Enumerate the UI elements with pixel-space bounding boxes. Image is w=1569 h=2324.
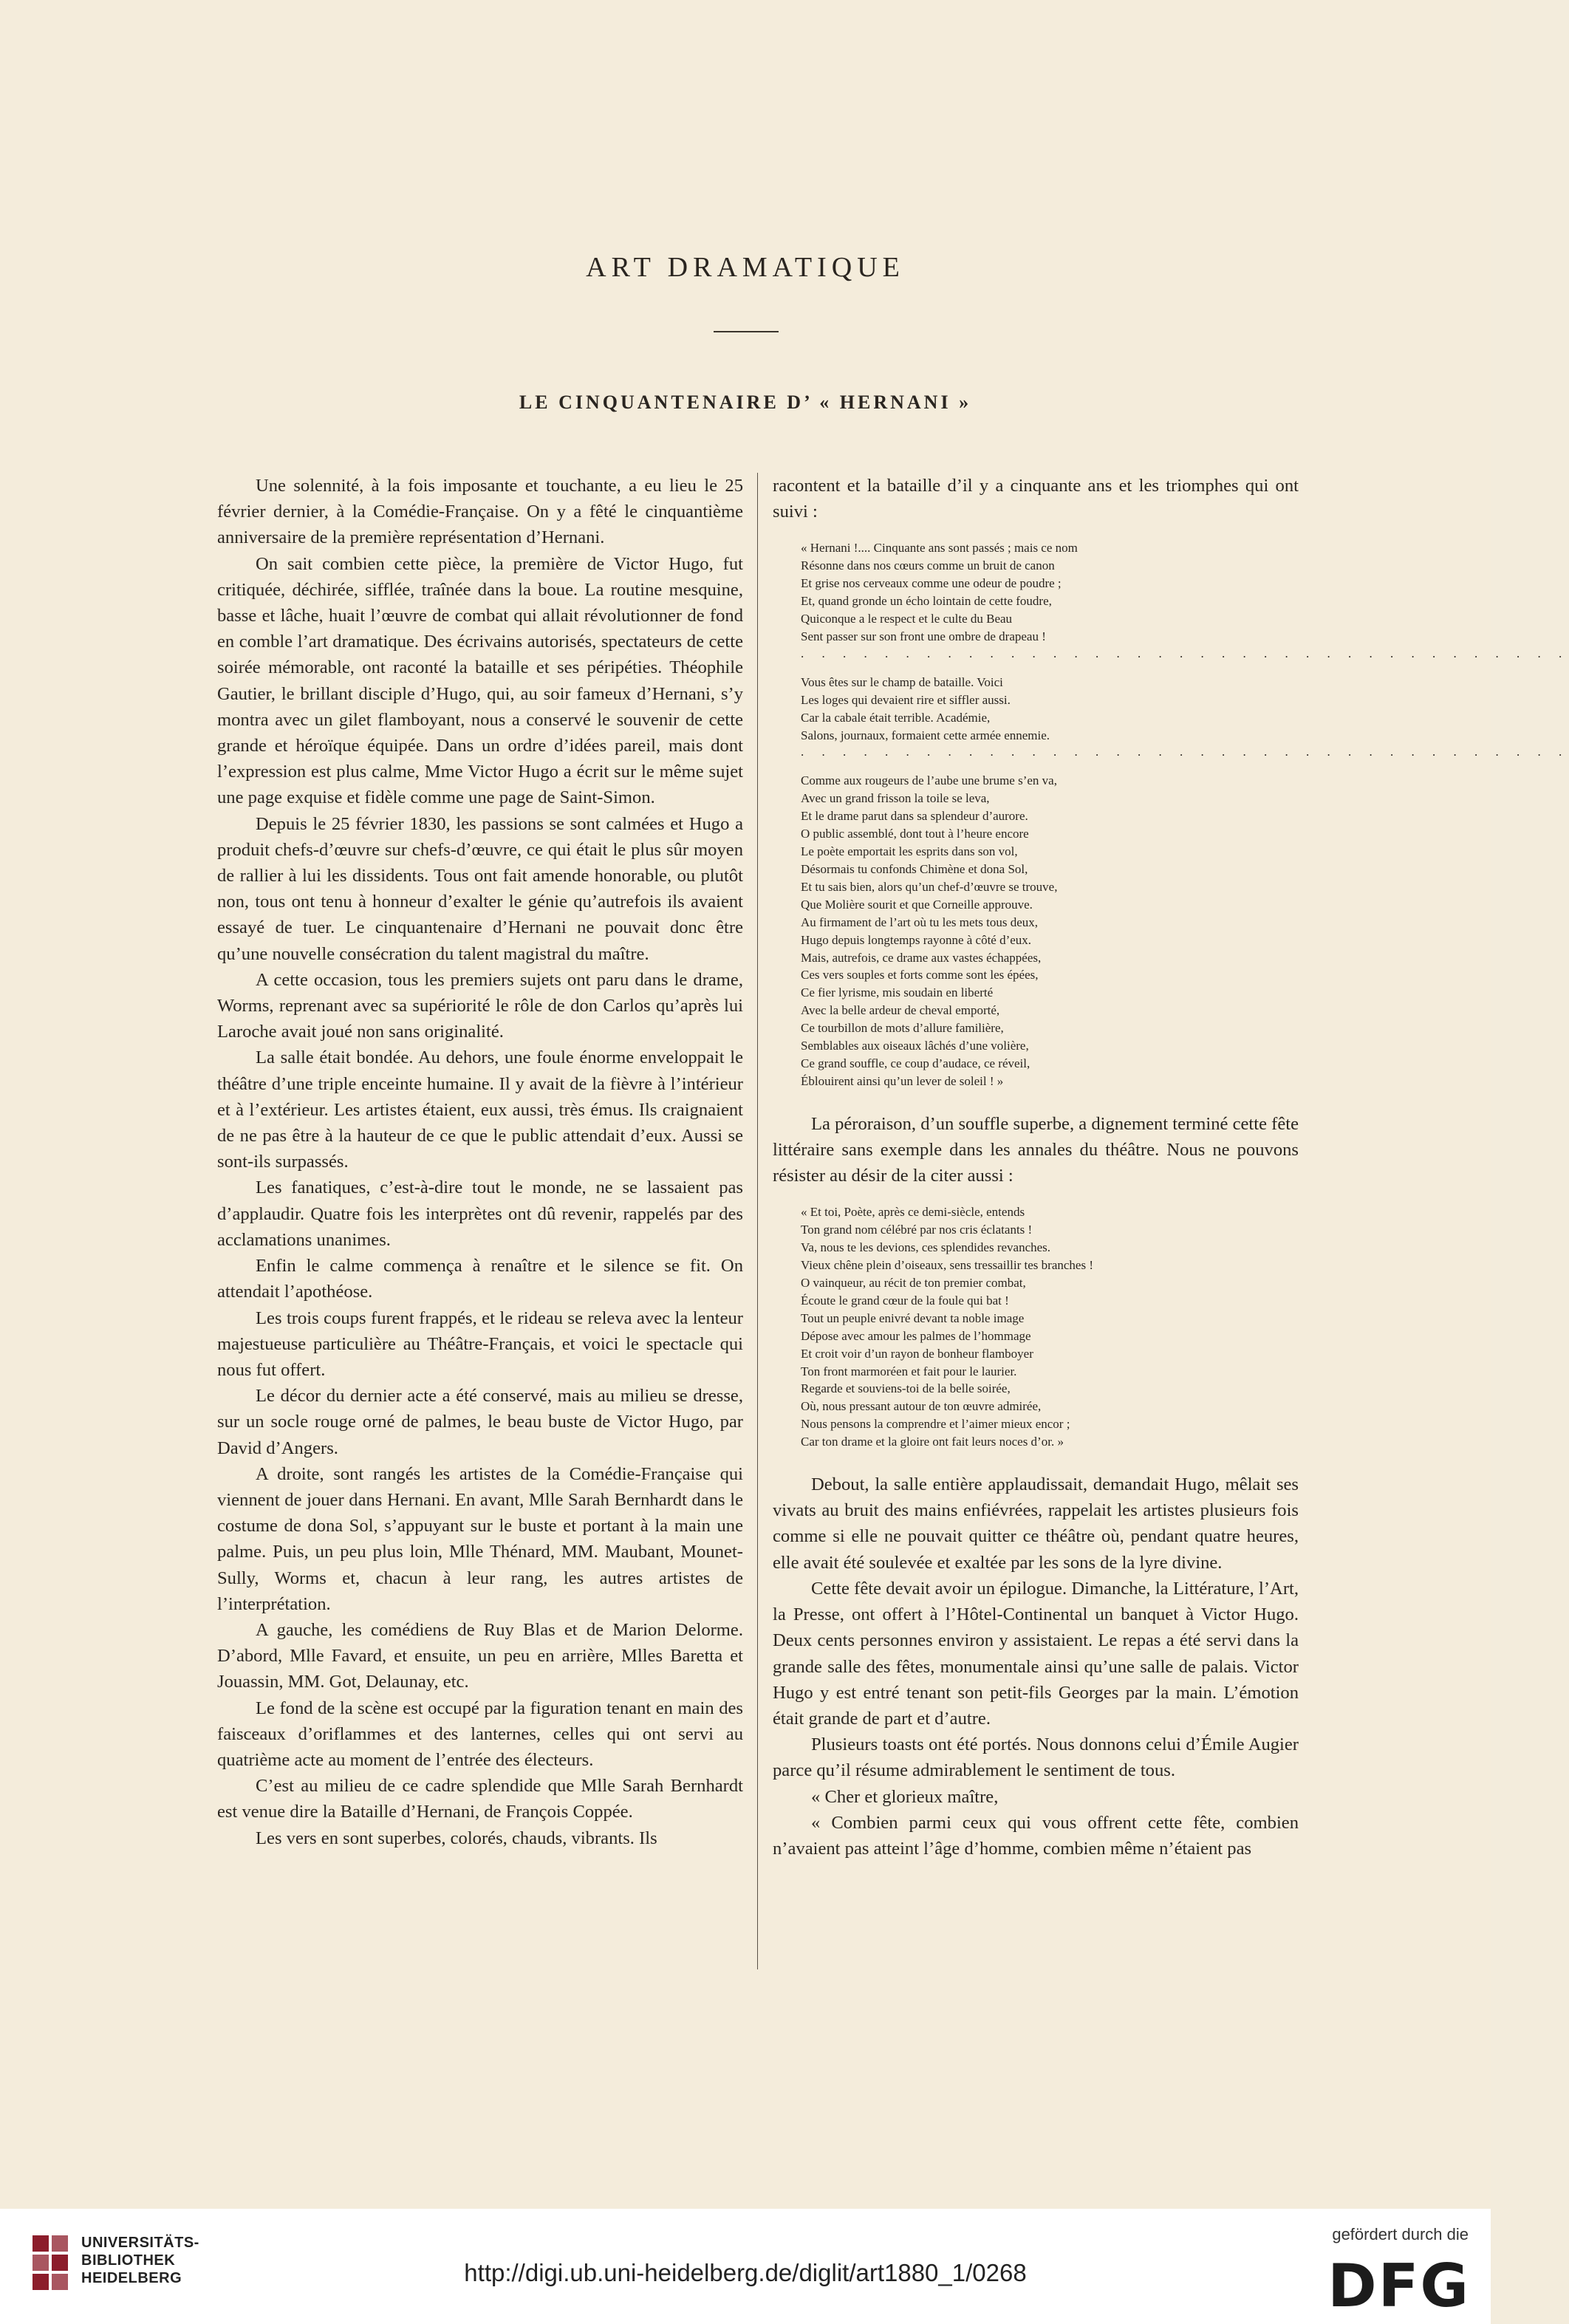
verse-line: Ce grand souffle, ce coup d’audace, ce réveil, bbox=[801, 1056, 1030, 1070]
verse-line: Le poète emportait les esprits dans son vol, bbox=[801, 844, 1018, 859]
verse-line: Car la cabale était terrible. Académie, bbox=[801, 710, 991, 725]
verse-line: Nous pensons la comprendre et l’aimer mieux encor ; bbox=[801, 1417, 1070, 1432]
verse-line: O vainqueur, au récit de ton premier combat, bbox=[801, 1276, 1026, 1291]
verse-line: Car ton drame et la gloire ont fait leurs noces d’or. » bbox=[801, 1435, 1064, 1449]
verse-line: « Hernani !.... Cinquante ans sont passés ; mais ce nom bbox=[801, 541, 1078, 556]
dfg-logo[interactable]: DFG bbox=[1327, 2252, 1470, 2320]
verse-line: Dépose avec amour les palmes de l’hommage bbox=[801, 1328, 1031, 1343]
verse-ellipsis: . . . . . . . . . . . . . . . . . . . . . . . . . . . . . . . . . . . . . bbox=[801, 646, 1569, 660]
title-divider bbox=[714, 331, 779, 332]
verse-line: Désormais tu confonds Chimène et dona Sol, bbox=[801, 862, 1028, 876]
verse-line: Et, quand gronde un écho lointain de cette foudre, bbox=[801, 594, 1052, 609]
paragraph: Cette fête devait avoir un épilogue. Dimanche, la Littérature, l’Art, la Presse, ont offert à l’Hôtel-Continental un banquet à Victor Hugo. Deux cents personnes environ y assistaient. Le repas a été servi dans la grande salle des fêtes, monumentale ainsi qu’une salle de palais. Victor Hugo y est entré tenant son petit-fils Georges par la main. L’émotion était grande de part et d’autre. bbox=[773, 1578, 1299, 1729]
verse-line: Vous êtes sur le champ de bataille. Voici bbox=[801, 674, 1003, 689]
verse-line: Éblouirent ainsi qu’un lever de soleil ! » bbox=[801, 1073, 1004, 1088]
paragraph: Le fond de la scène est occupé par la figuration tenant en main des faisceaux d’oriflammes et des lanternes, celles qui ont servi au quatrième acte au moment de l’entrée des électeurs. bbox=[217, 1698, 743, 1770]
paragraph: La péroraison, d’un souffle superbe, a dignement terminé cette fête littéraire sans exemple dans les annales du théâtre. Nous ne pouvons résister au désir de la citer aussi : bbox=[773, 1113, 1299, 1186]
column-divider bbox=[757, 473, 758, 1969]
viewer-footer bbox=[0, 2209, 1491, 2324]
stanza-gap bbox=[801, 760, 1299, 772]
verse-line: Hugo depuis longtemps rayonne à côté d’eux. bbox=[801, 932, 1032, 947]
paragraph: Depuis le 25 février 1830, les passions se sont calmées et Hugo a produit chefs-d’œuvre sur chefs-d’œuvre, ce qui était le plus sûr moyen de rallier à lui les dissidents. Tous ont fait amende honorable, ou plutôt non, tous ont tenu à honneur d’exalter le génie qu’autrefois ils avaient essayé de tuer. Le cinquantenaire d’Hernani ne pouvait donc être qu’une nouvelle consécration du talent magistral du maître. bbox=[217, 813, 743, 964]
library-name-line: HEIDELBERG bbox=[81, 2270, 182, 2286]
verse-line: Avec la belle ardeur de cheval emporté, bbox=[801, 1003, 1000, 1018]
paragraph: Plusieurs toasts ont été portés. Nous donnons celui d’Émile Augier parce qu’il résume admirablement le sentiment de tous. bbox=[773, 1735, 1299, 1781]
paragraph: « Combien parmi ceux qui vous offrent cette fête, combien n’avaient pas atteint l’âge d’homme, combien même n’étaient pas bbox=[773, 1812, 1299, 1859]
page-title: ART DRAMATIQUE bbox=[586, 252, 905, 283]
verse-line: Résonne dans nos cœurs comme un bruit de canon bbox=[801, 558, 1055, 573]
verse-line: Ce tourbillon de mots d’allure familière, bbox=[801, 1021, 1004, 1036]
paragraph: Debout, la salle entière applaudissait, demandait Hugo, mêlait ses vivats au bruit des mains enfiévrées, rappelait les artistes plusieurs fois comme si elle ne pouvait quitter ce théâtre où, pendant quatre heures, elle avait été soulevée et exaltée par les sons de la lyre divine. bbox=[773, 1474, 1299, 1573]
paragraph: Le décor du dernier acte a été conservé, mais au milieu se dresse, sur un socle rouge orné de palmes, le beau buste de Victor Hugo, par David d’Angers. bbox=[217, 1386, 743, 1458]
library-name-line: UNIVERSITÄTS- bbox=[81, 2235, 199, 2251]
poem-peroraison bbox=[801, 1203, 1299, 1451]
verse-line: Ce fier lyrisme, mis soudain en liberté bbox=[801, 985, 994, 1000]
verse-line: Sent passer sur son front une ombre de drapeau ! bbox=[801, 629, 1046, 643]
verse-line: Et le drame parut dans sa splendeur d’aurore. bbox=[801, 809, 1028, 824]
verse-line: Quiconque a le respect et le culte du Beau bbox=[801, 612, 1013, 626]
paragraph: Enfin le calme commença à renaître et le silence se fit. On attendait l’apothéose. bbox=[217, 1256, 743, 1302]
verse-line: Et tu sais bien, alors qu’un chef-d’œuvre se trouve, bbox=[801, 879, 1058, 894]
paragraph: Les trois coups furent frappés, et le rideau se releva avec la lenteur majestueuse particulière au Théâtre-Français, et voici le spectacle qui nous fut offert. bbox=[217, 1308, 743, 1380]
paragraph: Une solennité, à la fois imposante et touchante, a eu lieu le 25 février dernier, à la Comédie-Française. On y a fêté le cinquantième anniversaire de la première représentation d’Hernani. bbox=[217, 476, 743, 548]
verse-line: Ton grand nom célébré par nos cris éclatants ! bbox=[801, 1223, 1033, 1237]
library-name-line: BIBLIOTHEK bbox=[81, 2252, 176, 2269]
paragraph: On sait combien cette pièce, la première de Victor Hugo, fut critiquée, déchirée, sifflée, traînée dans la boue. La routine mesquine, basse et lâche, huait l’œuvre de combat qui allait révolutionner de fond en comble l’art dramatique. Des écrivains autorisés, spectateurs de cette soirée mémorable, ont raconté la bataille et ses péripéties. Théophile Gautier, le brillant disciple d’Hugo, qui, au soir fameux d’Hernani, s’y montra avec un gilet flamboyant, nous a conservé le souvenir de cette grande et héroïque équipée. Dans un ordre d’idées pareil, mais dont l’expression est plus calme, Mme Victor Hugo a écrit sur le même sujet une page exquise et fidèle comme une page de Saint-Simon. bbox=[217, 553, 743, 808]
verse-line: Ces vers souples et forts comme sont les épées, bbox=[801, 968, 1039, 982]
paragraph: « Cher et glorieux maître, bbox=[811, 1786, 999, 1807]
verse-line: « Et toi, Poète, après ce demi-siècle, entends bbox=[801, 1205, 1025, 1220]
verse-line: Au firmament de l’art où tu les mets tous deux, bbox=[801, 915, 1039, 929]
paragraph: A gauche, les comédiens de Ruy Blas et de Marion Delorme. D’abord, Mlle Favard, et ensuite, un peu en arrière, Mlles Baretta et Jouassin, MM. Got, Delaunay, etc. bbox=[217, 1619, 743, 1692]
left-column bbox=[217, 473, 743, 1851]
funding-note: gefördert durch die bbox=[1332, 2225, 1469, 2243]
verse-line: Et croit voir d’un rayon de bonheur flamboyer bbox=[801, 1346, 1033, 1361]
paragraph: A cette occasion, tous les premiers sujets ont paru dans le drame, Worms, reprenant avec sa supériorité le rôle de don Carlos qu’après lui Laroche avait joué non sans originalité. bbox=[217, 969, 743, 1042]
verse-line: Salons, journaux, formaient cette armée ennemie. bbox=[801, 728, 1050, 742]
verse-line: Avec un grand frisson la toile se leva, bbox=[801, 791, 990, 806]
verse-line: Vieux chêne plein d’oiseaux, sens tressaillir tes branches ! bbox=[801, 1258, 1093, 1273]
verse-line: Tout un peuple enivré devant ta noble image bbox=[801, 1310, 1025, 1325]
verse-line: Comme aux rougeurs de l’aube une brume s’en va, bbox=[801, 773, 1057, 788]
paragraph: Les fanatiques, c’est-à-dire tout le monde, ne se lassaient pas d’applaudir. Quatre fois les interprètes ont dû revenir, rappelés par des acclamations unanimes. bbox=[217, 1178, 743, 1250]
verse-ellipsis: . . . . . . . . . . . . . . . . . . . . . . . . . . . . . . . . . . . . . bbox=[801, 745, 1569, 759]
poem-bataille-hernani bbox=[801, 539, 1569, 1090]
verse-line: Mais, autrefois, ce drame aux vastes échappées, bbox=[801, 950, 1042, 965]
article-subtitle: LE CINQUANTENAIRE D’ « HERNANI » bbox=[519, 392, 972, 413]
right-column bbox=[773, 473, 1569, 1862]
verse-line: Va, nous te les devions, ces splendides revanches. bbox=[801, 1240, 1051, 1255]
verse-line: Regarde et souviens-toi de la belle soirée, bbox=[801, 1381, 1011, 1396]
verse-line: Ton front marmoréen et fait pour le laurier. bbox=[801, 1364, 1017, 1378]
verse-line: Que Molière sourit et que Corneille approuve. bbox=[801, 897, 1033, 912]
paragraph: Les vers en sont superbes, colorés, chauds, vibrants. Ils bbox=[256, 1828, 657, 1848]
verse-line: Où, nous pressant autour de ton œuvre admirée, bbox=[801, 1399, 1042, 1414]
verse-line: Écoute le grand cœur de la foule qui bat ! bbox=[801, 1293, 1009, 1308]
verse-line: Les loges qui devaient rire et siffler aussi. bbox=[801, 692, 1011, 707]
verse-line: Et grise nos cerveaux comme une odeur de poudre ; bbox=[801, 576, 1062, 591]
stanza-gap bbox=[801, 662, 1299, 674]
verse-line: O public assemblé, dont tout à l’heure encore bbox=[801, 827, 1029, 841]
paragraph: A droite, sont rangés les artistes de la Comédie-Française qui viennent de jouer dans Hernani. En avant, Mlle Sarah Bernhardt dans le costume de dona Sol, s’appuyant sur le buste et portant à la main une palme. Puis, un peu plus loin, Mlle Thénard, MM. Maubant, Mounet-Sully, Worms et, chacun à leur rang, les autres artistes de l’interprétation. bbox=[217, 1463, 743, 1614]
paragraph: La salle était bondée. Au dehors, une foule énorme enveloppait le théâtre d’une triple enceinte humaine. Il y avait de la fièvre à l’intérieur et à l’extérieur. Les artistes étaient, eux aussi, très émus. Ils craignaient de ne pas être à la hauteur de ce que le public attendait d’eux. Aussi se sont-ils surpassés. bbox=[217, 1047, 743, 1172]
permalink-url[interactable]: http://digi.ub.uni-heidelberg.de/diglit/art1880_1/0268 bbox=[464, 2259, 1027, 2286]
paragraph: racontent et la bataille d’il y a cinquante ans et les triomphes qui ont suivi : bbox=[773, 476, 1299, 522]
paragraph: C’est au milieu de ce cadre splendide que Mlle Sarah Bernhardt est venue dire la Bataille d’Hernani, de François Coppée. bbox=[217, 1776, 743, 1822]
verse-line: Semblables aux oiseaux lâchés d’une volière, bbox=[801, 1039, 1029, 1053]
